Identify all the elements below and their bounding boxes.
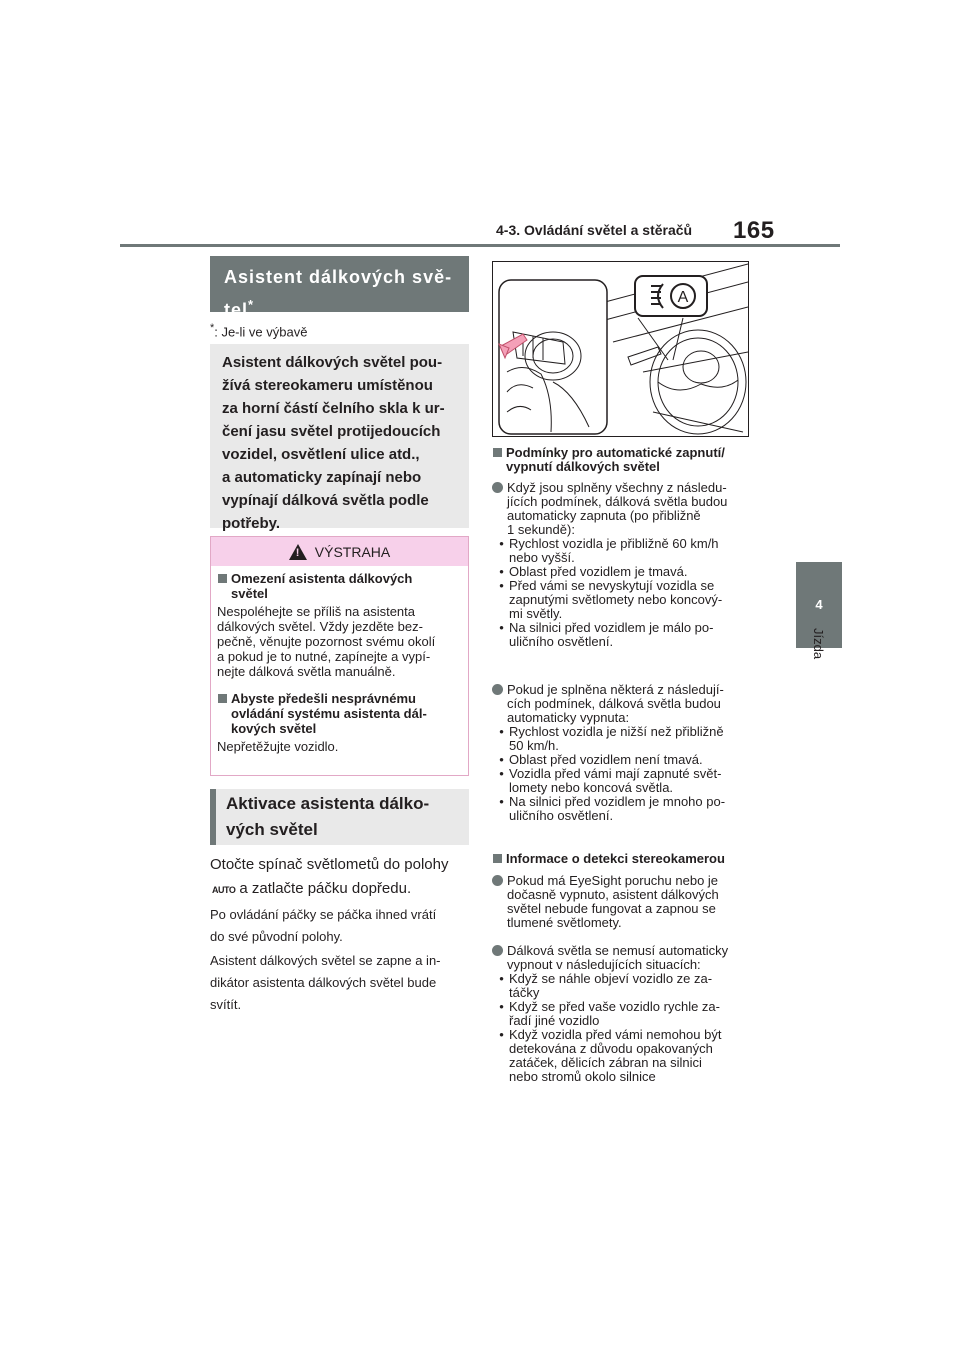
warning-title: VÝSTRAHA <box>314 543 391 560</box>
paragraph-line: Asistent dálkových světel se zapne a in- <box>210 953 441 968</box>
list-item: zapnutými světlomety nebo koncový- <box>509 592 723 607</box>
text-line: světel nebude fungovat a zapnou se <box>507 901 716 916</box>
subheading-line: vypnutí dálkových světel <box>506 459 660 474</box>
subheading-line: Podmínky pro automatické zapnutí/ <box>506 445 725 460</box>
warning-header <box>211 537 468 566</box>
warning-text-line: Nepřetěžujte vozidlo. <box>217 739 339 754</box>
conditions-off: Pokud je splněna některá z následují- cích podmínek, dálková světla budou automaticky vypnuta: • Rychlost vozidla je nižší než přibližně 50 km/h. • Oblast před vozidlem není tmavá. • Vozidla před vámi mají zapnuté svět- lomety nebo koncová světla. • Na silnici před vozidlem je mnoho po- uličního osvětlení. <box>492 683 754 823</box>
list-item: Rychlost vozidla je nižší než přibližně <box>509 724 724 739</box>
round-bullet-icon <box>492 875 503 886</box>
auto-switch-symbol: AUTO <box>212 885 236 895</box>
steering-lever-drawing <box>493 262 748 436</box>
subheading-line: Informace o detekci stereokamerou <box>506 851 725 866</box>
list-item: Když se před vaše vozidlo rychle za- <box>509 999 720 1014</box>
summary-line: a automaticky zapínají nebo <box>222 469 422 486</box>
square-bullet-icon <box>218 694 227 703</box>
footnote-mark: * <box>248 297 255 312</box>
warning-text-line: Nespoléhejte se příliš na asistenta <box>217 604 416 619</box>
square-bullet-icon <box>493 448 502 457</box>
square-bullet-icon <box>218 574 227 583</box>
chapter-label: Jízda <box>811 628 826 660</box>
warning-text-line: pečně, věnujte pozornost svému okolí <box>217 634 436 649</box>
list-item: Vozidla před vámi mají zapnuté svět- <box>509 766 722 781</box>
paragraph-line: dikátor asistenta dálkových světel bude <box>210 975 437 990</box>
warning-heading-line: Abyste předešli nesprávnému <box>231 691 416 706</box>
footnote <box>210 322 307 339</box>
header-rule <box>120 244 840 247</box>
text-line: Pokud je splněna některá z následují- <box>507 682 724 697</box>
auto-high-beam-symbol: A <box>677 289 689 306</box>
warning-heading-line: kových světel <box>231 721 317 736</box>
text-line: Pokud má EyeSight poruchu nebo je <box>507 873 719 888</box>
title-line: vých světel <box>226 820 318 839</box>
warning-heading-line: světel <box>231 586 268 601</box>
chapter-number: 4 <box>815 597 823 612</box>
list-item: 50 km/h. <box>509 738 559 753</box>
section-title-activation <box>210 789 469 845</box>
text-line: dočasně vypnuto, asistent dálkových <box>507 887 719 902</box>
warning-heading-line: Omezení asistenta dálkových <box>231 571 413 586</box>
list-item: Rychlost vozidla je přibližně 60 km/h <box>509 536 719 551</box>
list-item: Když vozidla před vámi nemohou být <box>509 1027 722 1042</box>
stereo-camera-situations: Dálková světla se nemusí automaticky vypnout v následujících situacích: • Když se náhle objeví vozidlo ze za- táčky • Když se před vaše vozidlo rychle za- řadí jiné vozidlo • Když vozidla před vámi nemohou být detekována z důvodu opakovaných zatáček, dělicích zábran na silnici nebo stromů okolo silnice <box>492 944 754 1084</box>
warning-box <box>210 536 469 776</box>
text-line: automaticky zapnuta (po přibližně <box>507 508 701 523</box>
text-line: tlumené světlomety. <box>507 915 622 930</box>
footnote-mark: * <box>210 322 215 334</box>
step-line: Otočte spínač světlometů do polohy <box>210 856 449 873</box>
footnote-text: : Je-li ve výbavě <box>214 324 308 340</box>
text-line: Když jsou splněny všechny z následu- <box>507 480 727 495</box>
warning-text-line: nejte dálková světla manuálně. <box>217 664 396 679</box>
list-item: nebo stromů okolo silnice <box>509 1069 656 1084</box>
title-line: Aktivace asistenta dálko- <box>226 794 430 813</box>
step-line: a zatlačte páčku dopředu. <box>239 880 412 897</box>
list-item: nebo vyšší. <box>509 550 575 565</box>
list-item: lomety nebo koncová světla. <box>509 780 674 795</box>
square-bullet-icon <box>493 854 502 863</box>
warning-text-line: a pokud je to nutné, zapínejte a vypí- <box>217 649 431 664</box>
summary-line: vozidel, osvětlení ulice atd., <box>222 446 420 463</box>
summary-line: čení jasu světel protijedoucích <box>222 423 441 440</box>
summary-line: za horní částí čelního skla k ur- <box>222 400 445 417</box>
round-bullet-icon <box>492 482 503 493</box>
summary-line: Asistent dálkových světel pou- <box>222 354 443 371</box>
list-item: řadí jiné vozidlo <box>509 1013 600 1028</box>
summary-box <box>210 344 469 532</box>
summary-line: potřeby. <box>222 515 281 532</box>
list-item: Oblast před vozidlem je tmavá. <box>509 564 688 579</box>
list-item: uličního osvětlení. <box>509 808 614 823</box>
section-title-high-beam-assist <box>210 256 469 320</box>
list-item: táčky <box>509 985 540 1000</box>
list-item: Na silnici před vozidlem je málo po- <box>509 620 714 635</box>
paragraph-indicator <box>210 950 472 1016</box>
paragraph-line: Po ovládání páčky se páčka ihned vrátí <box>210 907 437 922</box>
paragraph-line: do své původní polohy. <box>210 929 343 944</box>
text-line: 1 sekundě): <box>507 522 575 537</box>
warning-heading-line: ovládání systému asistenta dál- <box>231 706 427 721</box>
list-item: detekována z důvodu opakovaných <box>509 1041 713 1056</box>
list-item: Na silnici před vozidlem je mnoho po- <box>509 794 726 809</box>
text-line: vypnout v následujících situacích: <box>507 957 701 972</box>
warning-triangle-icon: ! <box>289 544 307 560</box>
text-line: jících podmínek, dálková světla budou <box>507 494 728 509</box>
list-item: uličního osvětlení. <box>509 634 614 649</box>
paragraph-line: svítít. <box>210 997 242 1012</box>
text-line: Dálková světla se nemusí automaticky <box>507 943 729 958</box>
text-line: cích podmínek, dálková světla budou <box>507 696 721 711</box>
lever-illustration <box>492 261 749 437</box>
summary-line: žívá stereokameru umístěnou <box>222 377 433 394</box>
list-item: Oblast před vozidlem není tmavá. <box>509 752 703 767</box>
list-item: mi světly. <box>509 606 563 621</box>
section-title: 4-3. Ovládání světel a stěračů <box>496 222 693 238</box>
text-line: automaticky vypnuta: <box>507 710 630 725</box>
stereo-camera-fault <box>492 874 754 930</box>
summary-line: vypínají dálková světla podle <box>222 492 429 509</box>
title-line: Asistent dálkových svě- <box>224 267 453 287</box>
round-bullet-icon <box>492 945 503 956</box>
list-item: Před vámi se nevyskytují vozidla se <box>509 578 715 593</box>
list-item: zatáček, dělicích zábran na silnici <box>509 1055 702 1070</box>
conditions-on: Když jsou splněny všechny z následu- jících podmínek, dálková světla budou automaticky zapnuta (po přibližně 1 sekundě): • Rychlost vozidla je přibližně 60 km/h nebo vyšší. • Oblast před vozidlem je tmavá. • Před vámi se nevyskytují vozidla se zapnutými světlomety nebo koncový- mi světly. • Na silnici před vozidlem je málo po- uličního osvětlení. <box>492 481 754 649</box>
list-item: Když se náhle objeví vozidlo ze za- <box>509 971 713 986</box>
instruction-step <box>210 853 472 902</box>
section-stereo-camera <box>492 852 754 866</box>
paragraph-lever-return <box>210 904 472 948</box>
round-bullet-icon <box>492 684 503 695</box>
warning-text-line: dálkových světel. Vždy jezděte bez- <box>217 619 423 634</box>
page-number: 165 <box>733 217 775 244</box>
title-line: tel <box>224 300 249 320</box>
section-conditions <box>492 446 754 474</box>
